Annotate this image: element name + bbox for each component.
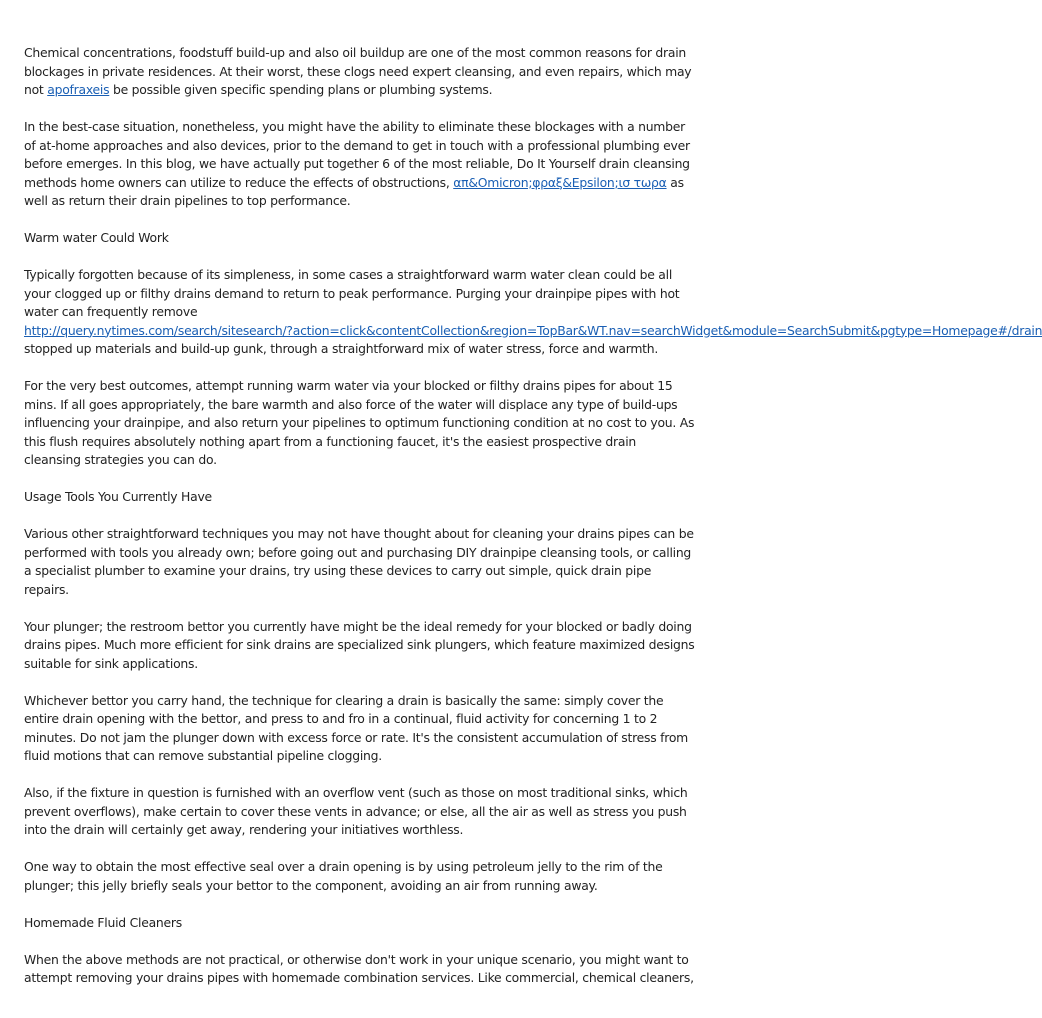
paragraph-technique: Whichever bettor you carry hand, the technique for clearing a drain is basically the same: simply cover the entire drain opening with the bettor, and press to and fro in a continual, fluid activity for concerning 1 to 2 minutes. Do not jam the plunger down with excess force or rate. It's the consistent accumulation of stress from fluid motions that can remove substantial pipeline clogging.	[24, 692, 688, 763]
section-heading-homemade-cleaners: Homemade Fluid Cleaners	[24, 914, 182, 930]
section-heading-warm-water: Warm water Could Work	[24, 230, 169, 245]
paragraph-overflow-vent: Also, if the fixture in question is furnished with an overflow vent (such as those on most traditional sinks, which prevent overflows), make certain to cover these vents in advance; or else, all the air as well as stress you push into the drain will certainly get away, rendering your initiatives worthless.	[24, 785, 688, 837]
paragraph-warm-water: Typically forgotten because of its simpleness, in some cases a straightforward warm water clean could be all your clogged up or filthy drains demand to return to peak performance. Purging your drainpipe pipes with hot water can frequently remove http://query.nytimes.com/search/sitesearch/?action=click&contentCollection&region=TopBar&WT.nav=searchWidget&module=SearchSubmit&pgtype=Homepage#/drain stopped up materials and build-up gunk, through a straightforward mix of water stress, force and warmth.	[24, 267, 1042, 356]
link-nytimes-search[interactable]: http://query.nytimes.com/search/sitesearch/?action=click&contentCollection&region=TopBar&WT.nav=searchWidget&module=SearchSubmit&pgtype=Homepage#/drain	[24, 322, 1042, 338]
section-heading-tools: Usage Tools You Currently Have	[24, 489, 212, 504]
link-greek-keyword[interactable]: απ&Omicron;φραξ&Epsilon;ισ τωρα	[453, 174, 667, 190]
paragraph-homemade: When the above methods are not practical, or otherwise don't work in your unique scenario, you might want to attempt removing your drains pipes with homemade combination services. Like commercial, chemical cleaners,	[24, 951, 694, 985]
paragraph-best-case: In the best-case situation, nonetheless, you might have the ability to eliminate these blockages with a number of at-home approaches and also devices, prior to the demand to get in touch with a professional plumbing ever before emerges. In this blog, we have actually put together 6 of the most reliable, Do It Yourself drain cleansing methods home owners can utilize to reduce the effects of obstructions, απ&Omicron;φραξ&Epsilon;ισ τωρα as well as return their drain pipelines to top performance.	[24, 119, 690, 208]
paragraph-intro: Chemical concentrations, foodstuff build-up and also oil buildup are one of the most common reasons for drain blockages in private residences. At their worst, these clogs need expert cleansing, and even repairs, which may not apofraxeis be possible given specific spending plans or plumbing systems.	[24, 45, 692, 97]
link-apofraxeis[interactable]: apofraxeis	[47, 82, 110, 97]
paragraph-plunger: Your plunger; the restroom bettor you currently have might be the ideal remedy for your blocked or badly doing drains pipes. Much more efficient for sink drains are specialized sink plungers, which feature maximized designs suitable for sink applications.	[24, 618, 695, 671]
article-body	[24, 44, 1042, 1006]
paragraph-best-outcomes: For the very best outcomes, attempt running warm water via your blocked or filthy drains pipes for about 15 mins. If all goes appropriately, the bare warmth and also force of the water will displace any type of build-ups influencing your drainpipe, and also return your pipelines to optimum functioning condition at no cost to you. As this flush requires absolutely nothing apart from a functioning faucet, it's the easiest prospective drain cleansing strategies you can do.	[24, 378, 695, 467]
paragraph-other-techniques: Various other straightforward techniques you may not have thought about for cleaning your drains pipes can be performed with tools you already own; before going out and purchasing DIY drainpipe cleansing tools, or calling a specialist plumber to examine your drains, try using these devices to carry out simple, quick drain pipe repairs.	[24, 526, 694, 597]
paragraph-petroleum-jelly: One way to obtain the most effective seal over a drain opening is by using petroleum jelly to the rim of the plunger; this jelly briefly seals your bettor to the component, avoiding an air from running away.	[24, 859, 663, 893]
